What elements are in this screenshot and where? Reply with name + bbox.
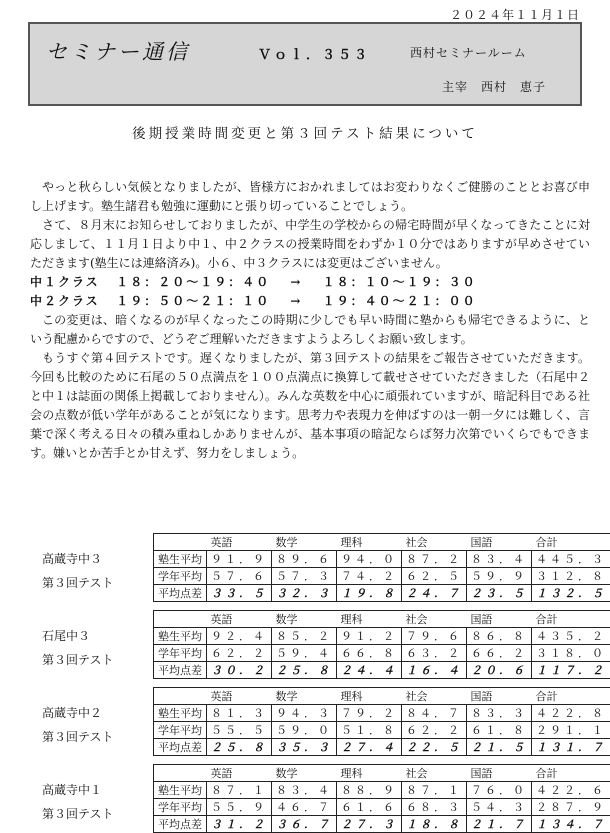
schedule-after: １９：４０～２１：００ xyxy=(323,292,477,311)
schedule-row xyxy=(30,273,590,292)
total-cell: １３４．７ xyxy=(532,816,610,833)
score-cell: ３０．２ xyxy=(207,662,272,679)
school-label xyxy=(42,547,114,595)
score-cell: ２４．４ xyxy=(337,662,402,679)
score-cell: ６１．８ xyxy=(467,722,532,739)
row-label: 平均点差 xyxy=(154,816,207,833)
column-header: 社会 xyxy=(402,765,467,782)
column-header: 英語 xyxy=(207,688,272,705)
score-cell: ６８．３ xyxy=(402,799,467,816)
score-cell: ３３．５ xyxy=(207,585,272,602)
arrow: → xyxy=(290,292,302,311)
corner-cell xyxy=(154,611,207,628)
total-cell: ４２２．６ xyxy=(532,782,610,799)
total-cell: １３２．５ xyxy=(532,585,610,602)
score-cell: ２０．６ xyxy=(467,662,532,679)
table-row xyxy=(154,662,610,679)
corner-cell xyxy=(154,534,207,551)
score-cell: ２３．５ xyxy=(467,585,532,602)
row-label: 塾生平均 xyxy=(154,705,207,722)
score-cell: ８７．２ xyxy=(402,551,467,568)
total-cell: １１７．２ xyxy=(532,662,610,679)
table-row xyxy=(154,551,610,568)
score-cell: ８３．３ xyxy=(467,705,532,722)
total-cell: ４３５．２ xyxy=(532,628,610,645)
row-label: 学年平均 xyxy=(154,645,207,662)
score-cell: ７６．０ xyxy=(467,782,532,799)
school-label xyxy=(42,624,114,672)
score-cell: １９．８ xyxy=(337,585,402,602)
column-header: 英語 xyxy=(207,765,272,782)
school-name: 高蔵寺中１ xyxy=(42,778,114,802)
column-header: 社会 xyxy=(402,688,467,705)
total-cell: ２８７．９ xyxy=(532,799,610,816)
header-row xyxy=(154,765,610,782)
row-label: 塾生平均 xyxy=(154,551,207,568)
score-cell: ２５．８ xyxy=(272,662,337,679)
schedule-before: １９：５０～２１：１０ xyxy=(116,292,270,311)
corner-cell xyxy=(154,688,207,705)
score-cell: ５９．９ xyxy=(467,568,532,585)
score-cell: ６２．５ xyxy=(402,568,467,585)
total-cell: ３１２．８ xyxy=(532,568,610,585)
table-row xyxy=(154,739,610,756)
table-row xyxy=(154,585,610,602)
paragraph: この変更は、暗くなるのが早くなったこの時期に少しでも早い時間に塾からも帰宅できるように、という配慮からですので、どうぞご理解いただきますようよろしくお願い致します。 xyxy=(30,311,590,349)
column-header: 国語 xyxy=(467,688,532,705)
score-cell: ７４．２ xyxy=(337,568,402,585)
schedule-class: 中２クラス xyxy=(30,292,110,311)
header-row xyxy=(154,611,610,628)
row-label: 塾生平均 xyxy=(154,782,207,799)
table-row xyxy=(154,568,610,585)
score-cell: ５５．５ xyxy=(207,722,272,739)
schedule-after: １８：１０～１９：３０ xyxy=(323,273,477,292)
score-cell: ２５．８ xyxy=(207,739,272,756)
school-label xyxy=(42,701,114,749)
score-cell: ３２．３ xyxy=(272,585,337,602)
row-label: 平均点差 xyxy=(154,585,207,602)
arrow: → xyxy=(290,273,302,292)
score-cell: ８８．９ xyxy=(337,782,402,799)
column-header: 合計 xyxy=(532,611,610,628)
row-label: 塾生平均 xyxy=(154,628,207,645)
total-cell: ２９１．１ xyxy=(532,722,610,739)
score-cell: ９１．２ xyxy=(337,628,402,645)
column-header: 数学 xyxy=(272,688,337,705)
column-header: 国語 xyxy=(467,765,532,782)
score-cell: ６３．２ xyxy=(402,645,467,662)
test-label: 第３回テスト xyxy=(42,802,114,826)
row-label: 学年平均 xyxy=(154,568,207,585)
score-cell: ２１．７ xyxy=(467,816,532,833)
paragraph: さて、８月末にお知らせしておりましたが、中学生の学校からの帰宅時間が早くなってきたことに対応しまして、１１月１日より中１、中２クラスの授業時間をわずか１０分ではありますが早めさせていただきます(塾生には連絡済み)。小６、中３クラスには変更はございません。 xyxy=(30,216,590,273)
test-label: 第３回テスト xyxy=(42,725,114,749)
schedule-row xyxy=(30,292,590,311)
column-header: 英語 xyxy=(207,534,272,551)
score-cell: ５４．３ xyxy=(467,799,532,816)
header-row xyxy=(154,688,610,705)
total-cell: ４４５．３ xyxy=(532,551,610,568)
score-block xyxy=(28,764,588,828)
score-cell: ９２．４ xyxy=(207,628,272,645)
score-cell: ５７．６ xyxy=(207,568,272,585)
school-name: 高蔵寺中２ xyxy=(42,701,114,725)
test-label: 第３回テスト xyxy=(42,571,114,595)
article-body xyxy=(30,178,590,463)
column-header: 合計 xyxy=(532,534,610,551)
score-cell: ８９．６ xyxy=(272,551,337,568)
school-label xyxy=(42,778,114,826)
score-cell: ２７．３ xyxy=(337,816,402,833)
issue-date: ２０２４年１１月１日 xyxy=(450,6,580,23)
column-header: 数学 xyxy=(272,534,337,551)
score-cell: ６２．２ xyxy=(207,645,272,662)
headline: 後期授業時間変更と第３回テスト結果について xyxy=(0,122,610,142)
table-row xyxy=(154,628,610,645)
total-cell: ４２２．８ xyxy=(532,705,610,722)
row-label: 学年平均 xyxy=(154,799,207,816)
organization-name: 西村セミナールーム xyxy=(410,44,527,61)
column-header: 合計 xyxy=(532,765,610,782)
column-header: 国語 xyxy=(467,534,532,551)
table-row xyxy=(154,722,610,739)
score-cell: ５７．３ xyxy=(272,568,337,585)
score-cell: ２４．７ xyxy=(402,585,467,602)
score-cell: １８．８ xyxy=(402,816,467,833)
score-cell: ８７．１ xyxy=(207,782,272,799)
row-label: 学年平均 xyxy=(154,722,207,739)
score-cell: ８３．４ xyxy=(272,782,337,799)
score-cell: ５９．４ xyxy=(272,645,337,662)
score-cell: ６６．８ xyxy=(337,645,402,662)
column-header: 社会 xyxy=(402,611,467,628)
score-cell: ８６．８ xyxy=(467,628,532,645)
owner-name: 主宰 西村 恵子 xyxy=(442,78,546,95)
score-cell: ７９．６ xyxy=(402,628,467,645)
score-table xyxy=(153,687,610,756)
table-row xyxy=(154,705,610,722)
column-header: 理科 xyxy=(337,688,402,705)
schedule-before: １８：２０～１９：４０ xyxy=(116,273,270,292)
row-label: 平均点差 xyxy=(154,662,207,679)
total-cell: ３１８．０ xyxy=(532,645,610,662)
total-cell: １３１．７ xyxy=(532,739,610,756)
test-label: 第３回テスト xyxy=(42,648,114,672)
score-cell: ７９．２ xyxy=(337,705,402,722)
score-table xyxy=(153,610,610,679)
score-cell: ８５．２ xyxy=(272,628,337,645)
score-table xyxy=(153,764,610,833)
score-cell: ３１．２ xyxy=(207,816,272,833)
column-header: 理科 xyxy=(337,765,402,782)
score-cell: ９４．０ xyxy=(337,551,402,568)
score-cell: ９４．３ xyxy=(272,705,337,722)
score-cell: ６６．２ xyxy=(467,645,532,662)
paragraph: やっと秋らしい気候となりましたが、皆様方におかれましてはお変わりなくご健勝のこととお喜び申し上げます。塾生諸君も勉強に運動にと張り切っていることでしょう。 xyxy=(30,178,590,216)
school-name: 石尾中３ xyxy=(42,624,114,648)
corner-cell xyxy=(154,765,207,782)
table-row xyxy=(154,782,610,799)
score-cell: ２２．５ xyxy=(402,739,467,756)
score-cell: ８７．１ xyxy=(402,782,467,799)
score-cell: １６．４ xyxy=(402,662,467,679)
table-row xyxy=(154,645,610,662)
score-cell: ２７．４ xyxy=(337,739,402,756)
column-header: 数学 xyxy=(272,765,337,782)
school-name: 高蔵寺中３ xyxy=(42,547,114,571)
score-cell: ５５．９ xyxy=(207,799,272,816)
score-cell: ３６．７ xyxy=(272,816,337,833)
score-block xyxy=(28,533,588,597)
paragraph: もうすぐ第４回テストです。遅くなりましたが、第３回テストの結果をご報告させていただきます。今回も比較のために石尾の５０点満点を１００点満点に換算して載せさせていただきました（石尾中２と中１は誌面の関係上掲載しておりません）。みんな英数を中心に頑張れていますが、暗記科目である社会の点数が低い学年があることが気になります。思考力や表現力を伸ばすのは一朝一夕には難しく、言葉で深く考える日々の積み重ねしかありませんが、基本事項の暗記ならば努力次第でいくらでもできます。嫌いとか苦手とか甘えず、努力をしましょう。 xyxy=(30,349,590,463)
column-header: 英語 xyxy=(207,611,272,628)
score-cell: ５１．８ xyxy=(337,722,402,739)
newsletter-header xyxy=(28,22,582,106)
column-header: 理科 xyxy=(337,534,402,551)
score-cell: ９１．９ xyxy=(207,551,272,568)
table-row xyxy=(154,816,610,833)
score-cell: ２１．５ xyxy=(467,739,532,756)
header-row xyxy=(154,534,610,551)
score-block xyxy=(28,610,588,674)
newsletter-title: セミナー通信 xyxy=(46,36,190,66)
column-header: 合計 xyxy=(532,688,610,705)
column-header: 理科 xyxy=(337,611,402,628)
score-cell: ４６．７ xyxy=(272,799,337,816)
score-cell: ８１．３ xyxy=(207,705,272,722)
schedule-class: 中１クラス xyxy=(30,273,110,292)
score-cell: ８４．７ xyxy=(402,705,467,722)
score-cell: ６１．６ xyxy=(337,799,402,816)
score-cell: ６２．２ xyxy=(402,722,467,739)
score-table xyxy=(153,533,610,602)
volume-number: Ｖｏｌ．３５３ xyxy=(258,44,370,63)
row-label: 平均点差 xyxy=(154,739,207,756)
column-header: 国語 xyxy=(467,611,532,628)
score-cell: ５９．０ xyxy=(272,722,337,739)
score-cell: ３５．３ xyxy=(272,739,337,756)
column-header: 社会 xyxy=(402,534,467,551)
score-cell: ８３．４ xyxy=(467,551,532,568)
column-header: 数学 xyxy=(272,611,337,628)
score-block xyxy=(28,687,588,751)
